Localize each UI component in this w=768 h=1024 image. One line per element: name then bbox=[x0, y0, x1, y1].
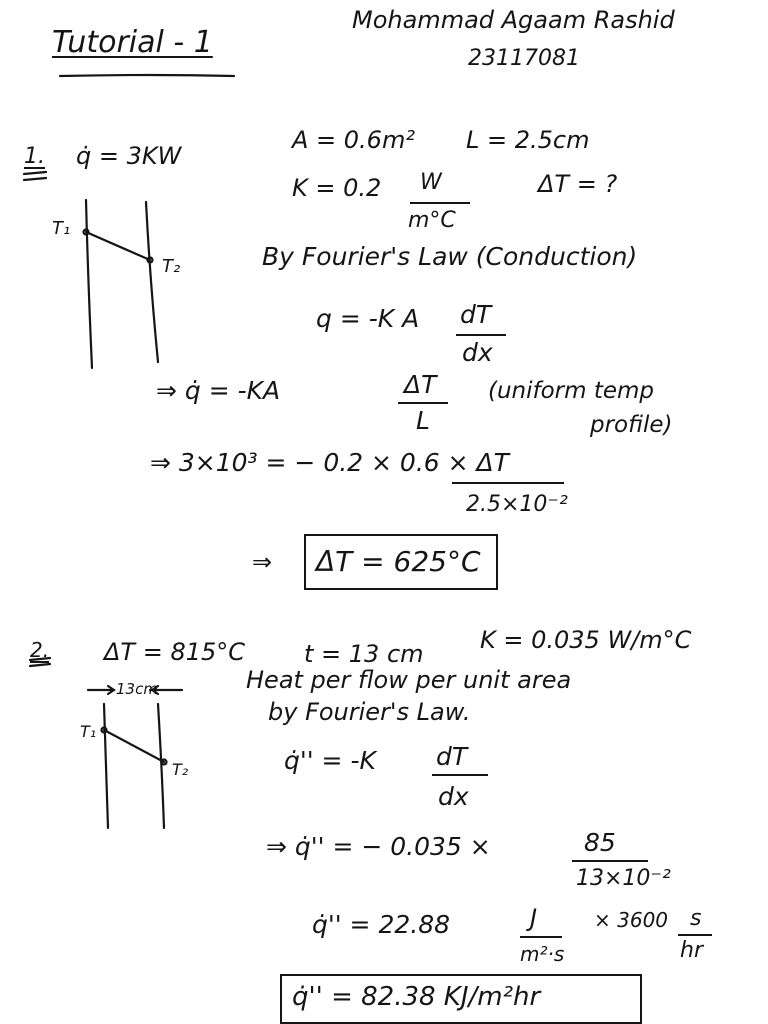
roll-number: 23117081 bbox=[468, 46, 580, 71]
p2-t2-point bbox=[162, 760, 167, 765]
p1-delta-t-unknown: ΔT = ? bbox=[538, 170, 618, 198]
p2-eq3-mult: × 3600 bbox=[594, 908, 669, 932]
p1-result: ΔT = 625°C bbox=[316, 545, 481, 578]
p1-eq1-bar bbox=[456, 334, 506, 336]
p1-wall-left bbox=[86, 200, 92, 368]
p2-wall-right bbox=[158, 704, 164, 828]
p2-t2-label: T₂ bbox=[172, 760, 189, 779]
p1-eq3: ⇒ 3×10³ = − 0.2 × 0.6 × ΔT bbox=[150, 448, 509, 477]
p2-eq3-den: m²·s bbox=[520, 942, 565, 966]
p2-eq3-lhs: q̇'' = 22.88 bbox=[312, 910, 451, 939]
p2-eq2-num: 85 bbox=[584, 828, 616, 857]
problem-1-number: 1. bbox=[24, 144, 45, 169]
p2-width-arrow-left bbox=[88, 686, 114, 694]
p1-fourier-law: By Fourier's Law (Conduction) bbox=[262, 242, 638, 271]
p2-width-label: 13cm bbox=[116, 680, 158, 698]
p2-heat-desc-2: by Fourier's Law. bbox=[268, 698, 471, 726]
p1-eq1-lhs: q = -K A bbox=[316, 304, 420, 333]
p1-conductivity-unit-den: m°C bbox=[408, 208, 456, 233]
p1-area: A = 0.6m² bbox=[292, 126, 415, 154]
p1-length: L = 2.5cm bbox=[466, 126, 590, 154]
p2-eq3-bar2 bbox=[678, 934, 712, 936]
p2-wall-left bbox=[104, 704, 108, 828]
p1-eq2-lhs: ⇒ q̇ = -KA bbox=[156, 376, 281, 405]
p1-t2-point bbox=[148, 258, 153, 263]
p2-heat-desc-1: Heat per flow per unit area bbox=[246, 666, 572, 694]
p2-eq3-bar bbox=[520, 936, 562, 938]
page-title: Tutorial - 1 bbox=[52, 25, 213, 60]
p1-eq2-num: ΔT bbox=[404, 370, 437, 399]
p1-conductivity: K = 0.2 bbox=[292, 174, 382, 202]
p2-eq1-den: dx bbox=[438, 782, 469, 811]
p1-wall-right bbox=[146, 202, 158, 362]
p1-eq2-note-2: profile) bbox=[590, 412, 673, 438]
p2-result: q̇'' = 82.38 KJ/m²hr bbox=[292, 982, 541, 1012]
p1-eq2-den: L bbox=[416, 406, 430, 435]
p1-eq3-bar bbox=[452, 482, 564, 484]
p2-eq1-num: dT bbox=[436, 742, 468, 771]
title-underline bbox=[60, 75, 234, 76]
p2-eq3-num: J bbox=[530, 904, 538, 932]
p1-t1-point bbox=[84, 230, 89, 235]
p2-temp-profile bbox=[104, 730, 164, 762]
p2-eq1-bar bbox=[432, 774, 488, 776]
p1-heat-rate: q̇ = 3KW bbox=[76, 142, 182, 170]
author-name: Mohammad Agaam Rashid bbox=[352, 6, 675, 34]
p2-delta-t: ΔT = 815°C bbox=[104, 638, 246, 666]
p1-conductivity-unit-num: W bbox=[420, 170, 442, 195]
p1-eq1-den: dx bbox=[462, 338, 493, 367]
p2-t1-label: T₁ bbox=[80, 722, 97, 741]
p2-eq3-den2: hr bbox=[680, 938, 703, 963]
p2-t1-point bbox=[102, 728, 107, 733]
p1-eq1-num: dT bbox=[460, 300, 492, 329]
p1-conductivity-unit-bar bbox=[410, 202, 470, 204]
p2-eq2-lhs: ⇒ q̇'' = − 0.035 × bbox=[266, 832, 491, 861]
p1-eq2-note-1: (uniform temp bbox=[488, 378, 655, 404]
p2-eq1-lhs: q̇'' = -K bbox=[284, 746, 376, 775]
p2-eq2-den: 13×10⁻² bbox=[576, 866, 671, 891]
p1-t1-label: T₁ bbox=[52, 218, 71, 239]
p2-eq2-bar bbox=[572, 860, 648, 862]
problem-2-number: 2. bbox=[30, 638, 50, 662]
p2-eq3-num2: s bbox=[690, 906, 702, 931]
p2-thickness: t = 13 cm bbox=[304, 640, 424, 668]
p2-conductivity: K = 0.035 W/m°C bbox=[480, 626, 692, 654]
p1-eq3-den: 2.5×10⁻² bbox=[466, 492, 568, 517]
p1-temp-profile bbox=[86, 232, 150, 260]
p1-t2-label: T₂ bbox=[162, 256, 181, 277]
p1-eq2-bar bbox=[398, 402, 448, 404]
p1-num-underline bbox=[24, 172, 46, 180]
p1-result-arrow: ⇒ bbox=[252, 548, 273, 576]
